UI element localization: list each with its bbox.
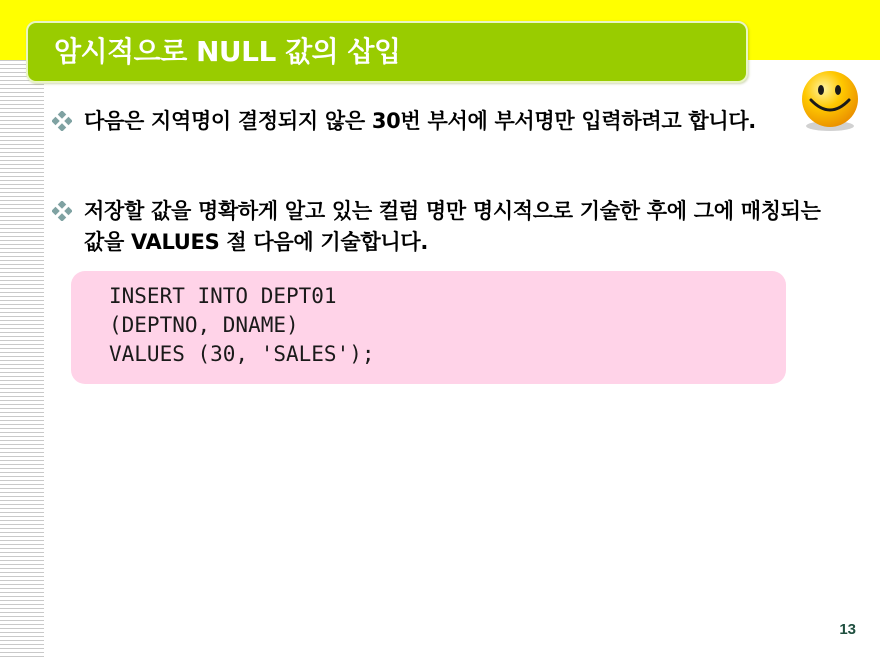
sql-code-box [71, 271, 786, 384]
title-bar [26, 21, 748, 83]
code-line: (DEPTNO, DNAME) [109, 313, 299, 337]
code-line: INSERT INTO DEPT01 [109, 284, 337, 308]
left-striped-margin [0, 60, 44, 657]
slide-title: 암시적으로 NULL 값의 삽입 [54, 35, 401, 68]
bullet-text-1: 다음은 지역명이 결정되지 않은 30번 부서에 부서명만 입력하려고 합니다. [84, 109, 756, 133]
diamond-bullet-icon [52, 111, 72, 131]
page-number: 13 [839, 621, 856, 638]
code-line: VALUES (30, 'SALES'); [109, 342, 375, 366]
diamond-bullet-icon [52, 201, 72, 221]
bullet-text-2: 저장할 값을 명확하게 알고 있는 컬럼 명만 명시적으로 기술한 후에 그에 매칭되는 값을 VALUES 절 다음에 기술합니다. [84, 199, 821, 254]
